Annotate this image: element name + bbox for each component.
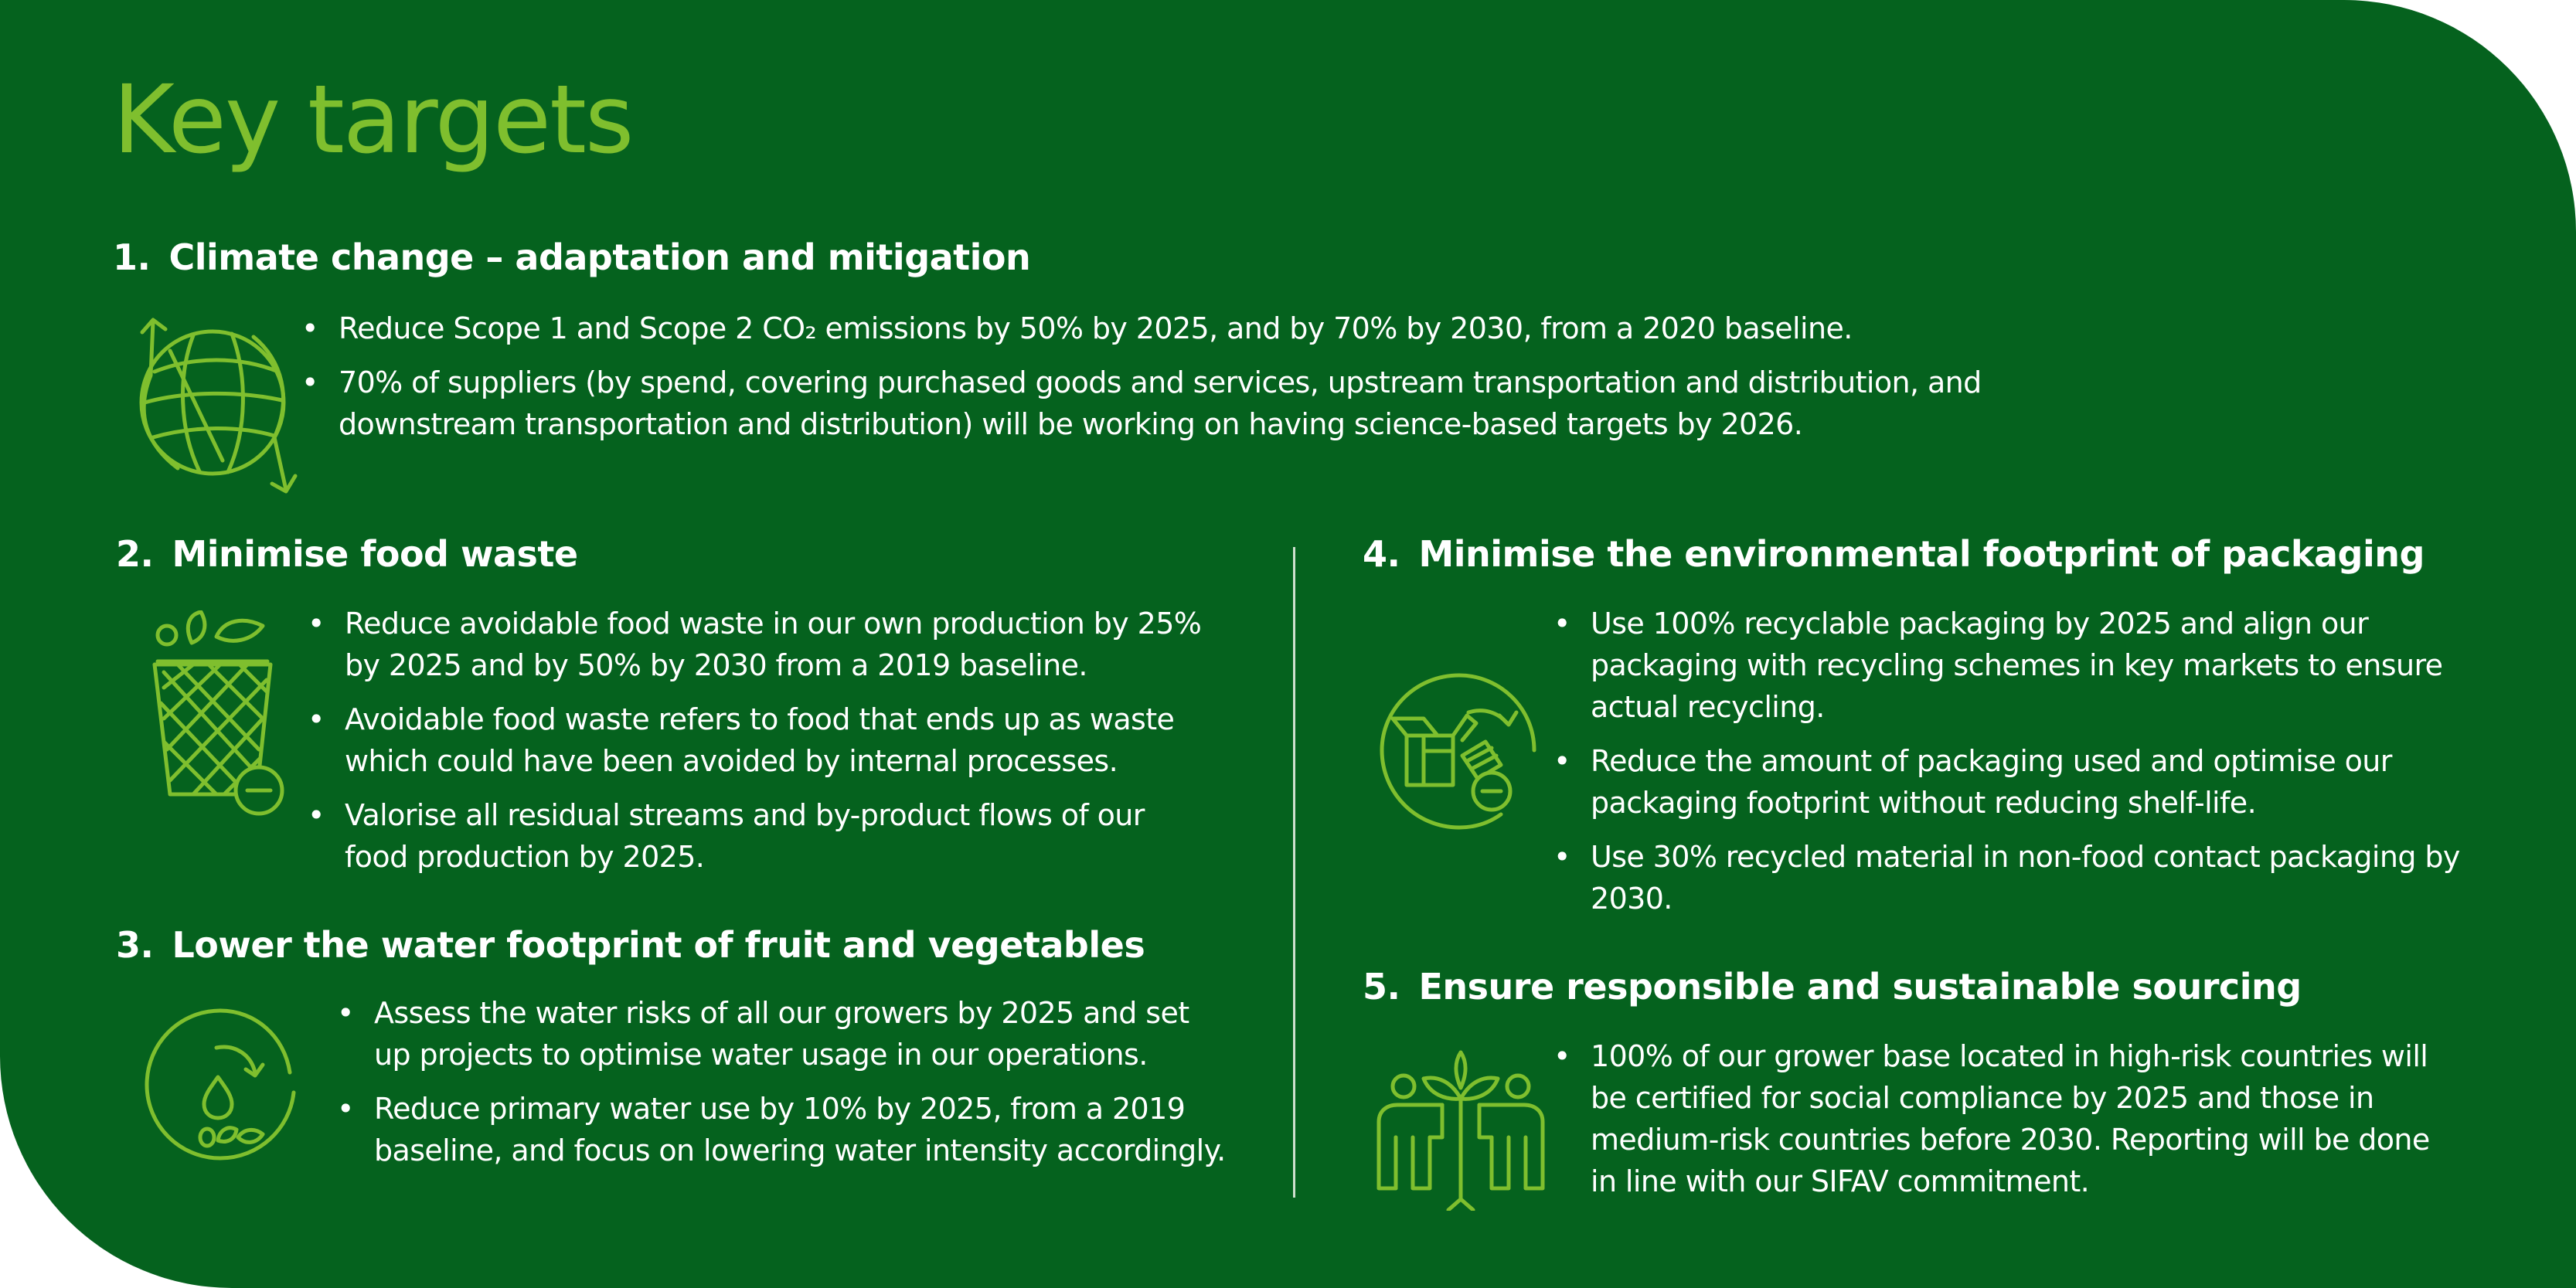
list-item: • Reduce primary water use by 10% by 2025, from a 2019 baseline, and focus on lowering water intensity accordingly. [337, 1088, 1226, 1171]
section-4-bullets [1553, 603, 2465, 932]
list-item: • Assess the water risks of all our growers by 2025 and set up projects to optimise water usage in our operations. [337, 992, 1226, 1076]
section-3-heading [116, 924, 1145, 966]
section-5-number: 5. [1363, 966, 1400, 1008]
section-5-title: Ensure responsible and sustainable sourcing [1418, 966, 2302, 1008]
section-3-title: Lower the water footprint of fruit and vegetables [172, 924, 1145, 966]
waste-bin-leaves-icon [147, 610, 294, 819]
list-item: • Avoidable food waste refers to food that ends up as waste which could have been avoided by internal processes. [308, 698, 1204, 782]
section-5-bullets [1553, 1035, 2458, 1215]
globe-arrows-icon [124, 306, 301, 499]
section-4-title: Minimise the environmental footprint of packaging [1418, 533, 2425, 575]
section-2-bullets [308, 603, 1204, 890]
section-1-bullets [301, 308, 2156, 457]
column-divider [1293, 547, 1295, 1198]
section-3-bullets [337, 992, 1226, 1184]
list-item: • Use 100% recyclable packaging by 2025 and align our packaging with recycling schemes in key markets to ensure actual recycling. [1553, 603, 2465, 728]
page-title: Key targets [113, 65, 633, 175]
section-1-number: 1. [113, 236, 151, 278]
list-item: • 100% of our grower base located in high-risk countries will be certified for social compliance by 2025 and those in medium-risk countries before 2030. Reporting will be done in line with our SIFAV commitment. [1553, 1035, 2458, 1202]
section-4-number: 4. [1363, 533, 1400, 575]
people-sprout-icon [1368, 1045, 1553, 1211]
section-2-title: Minimise food waste [172, 533, 578, 575]
section-5-heading [1363, 966, 2302, 1008]
packaging-box-cycle-icon [1376, 669, 1546, 835]
list-item: • 70% of suppliers (by spend, covering purchased goods and services, upstream transportation and distribution, and downstream transportation and distribution) will be working on having science-based targets by 2026. [301, 362, 2156, 445]
section-1-title: Climate change – adaptation and mitigation [168, 236, 1031, 278]
list-item: • Reduce the amount of packaging used and optimise our packaging footprint without reducing shelf-life. [1553, 740, 2465, 824]
water-drop-cycle-icon [139, 1001, 305, 1167]
section-2-number: 2. [116, 533, 154, 575]
list-item: • Valorise all residual streams and by-product flows of our food production by 2025. [308, 794, 1204, 878]
section-2-heading [116, 533, 578, 575]
list-item: • Use 30% recycled material in non-food contact packaging by 2030. [1553, 836, 2465, 919]
section-1-heading [113, 236, 1030, 278]
list-item: • Reduce avoidable food waste in our own production by 25% by 2025 and by 50% by 2030 from a 2019 baseline. [308, 603, 1204, 686]
section-4-heading [1363, 533, 2425, 575]
list-item: • Reduce Scope 1 and Scope 2 CO₂ emissions by 50% by 2025, and by 70% by 2030, from a 2020 baseline. [301, 308, 2156, 349]
section-3-number: 3. [116, 924, 154, 966]
